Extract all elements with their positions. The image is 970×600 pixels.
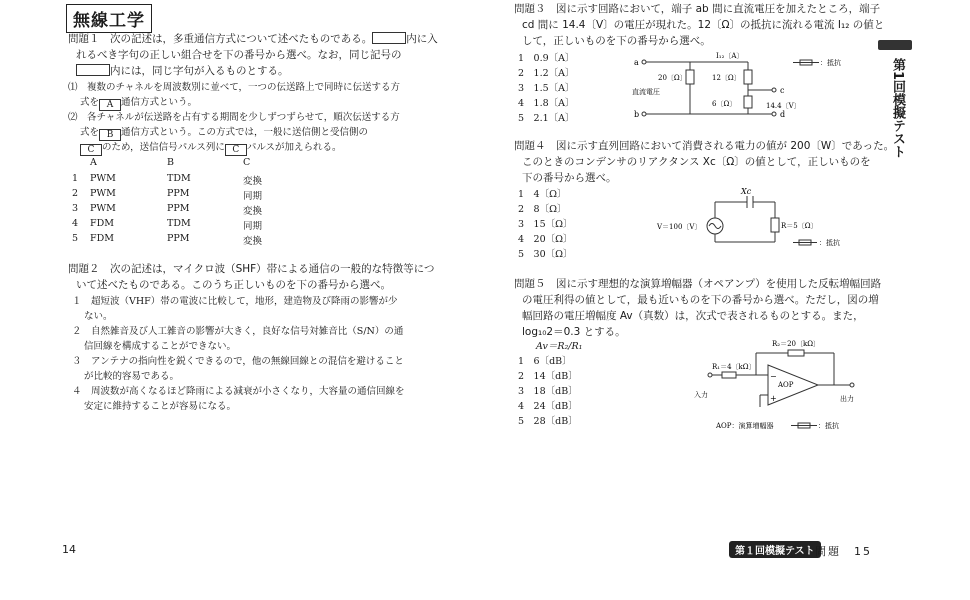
- r1-label: R₁＝4〔kΩ〕: [712, 363, 756, 371]
- q3-line3: して，正しいものを下の番号から選べ。: [522, 35, 711, 47]
- xc-label: Xc: [741, 188, 752, 196]
- q4-option: 5 30〔Ω〕: [518, 249, 573, 260]
- current-label: I₁₂〔A〕: [716, 52, 744, 60]
- q3-option: 4 1.8〔A〕: [518, 98, 575, 109]
- side-tab-bar: [878, 40, 912, 50]
- footer-badge: 第１回模擬テスト: [729, 541, 821, 558]
- q5-opamp-diagram: [690, 335, 870, 435]
- q4-line3: 下の番号から選べ。: [522, 172, 617, 184]
- output-label: 出力: [840, 395, 854, 403]
- q3-option: 5 2.1〔A〕: [518, 113, 575, 124]
- legend-resistor: ：抵抗: [819, 239, 840, 247]
- q1-line2: れるべき字句の正しい組合せを下の番号から選べ。なお，同じ記号の: [76, 49, 402, 61]
- q1-s1-line2: 式を A 通信方式という。: [80, 97, 198, 110]
- q5-option: 3 18〔dB〕: [518, 386, 578, 397]
- legend-resistor: ：抵抗: [820, 59, 841, 67]
- q1-s2-line2: 式を B 通信方式という。この方式では，一般に送信側と受信側の: [80, 127, 369, 140]
- terminal-d: d: [780, 110, 786, 119]
- q1-header-b: B: [167, 157, 174, 168]
- q2-option-4: ４ 周波数が高くなるほど降雨による減衰が小さくなり，大容量の通信回線を: [72, 386, 405, 397]
- q4-option: 2 8〔Ω〕: [518, 204, 567, 215]
- q3-line1: 問題３ 図に示す回路において，端子 ab 間に直流電圧を加えたところ，端子: [514, 3, 881, 15]
- q2-option-1: １ 超短波（VHF）帯の電波に比較して，地形，建造物及び降雨の影響が少: [72, 296, 398, 307]
- q4-line2: このときのコンデンサのリアクタンス Xc〔Ω〕の値として，正しいものを: [522, 156, 871, 168]
- dc-voltage-label: 直流電圧: [632, 88, 660, 96]
- q4-circuit-diagram: [655, 188, 855, 252]
- q1-s2-line1: ⑵ 各チャネルが伝送路を占有する期間を少しずつずらせて，順次伝送する方: [68, 112, 400, 123]
- q5-line2: の電圧利得の値として，最も近いものを下の番号から選べ。ただし，図の増: [522, 294, 879, 306]
- q5-option: 5 28〔dB〕: [518, 416, 578, 427]
- q1-header-a: A: [90, 157, 97, 168]
- q5-option: 1 6〔dB〕: [518, 356, 572, 367]
- q4-option: 3 15〔Ω〕: [518, 219, 573, 230]
- q4-option: 4 20〔Ω〕: [518, 234, 573, 245]
- r2-label: R₂＝20〔kΩ〕: [772, 340, 821, 348]
- terminal-a: a: [634, 58, 639, 67]
- q2-line1: 問題２ 次の記述は，マイクロ波（SHF）帯による通信の一般的な特徴等につ: [68, 263, 435, 275]
- voltage-label: 14.4〔V〕: [766, 102, 801, 110]
- answer-box-c: C: [80, 144, 102, 156]
- minus-terminal: −: [770, 372, 777, 381]
- aop-label: AOP: [778, 381, 794, 389]
- q2-option-2-cont: 信回線を構成することができない。: [84, 341, 237, 352]
- resistor-20-label: 20〔Ω〕: [658, 74, 687, 82]
- section-title: 無線工学: [66, 4, 152, 33]
- page-number-right: 15: [854, 545, 872, 558]
- q5-option: 2 14〔dB〕: [518, 371, 578, 382]
- plus-terminal: +: [770, 394, 777, 403]
- q5-line3: 幅回路の電圧増幅度 Av（真数）は，次式で表されるものとする。また，: [522, 310, 864, 322]
- q3-circuit-diagram: [600, 48, 860, 124]
- answer-box-a: A: [99, 99, 121, 111]
- q5-line1: 問題５ 図に示す理想的な演算増幅器（オペアンプ）を使用した反転増幅回路: [514, 278, 882, 290]
- footer-label: 問題 15: [815, 545, 872, 558]
- q2-option-3-cont: が比較的容易である。: [84, 371, 180, 382]
- q1-line3: 内には，同じ字句が入るものとする。: [76, 64, 289, 79]
- resistor-12-label: 12〔Ω〕: [712, 74, 741, 82]
- q3-option: 2 1.2〔A〕: [518, 68, 575, 79]
- q5-line4: log₁₀2＝0.3 とする。: [522, 326, 626, 338]
- aop-caption: AOP：演算増幅器: [716, 422, 774, 430]
- page-number-left: 14: [62, 543, 76, 556]
- q1-s1-line1: ⑴ 複数のチャネルを周波数別に並べて，一つの伝送路上で同時に伝送する方: [68, 82, 401, 93]
- q5-formula: Av＝R₂/R₁: [536, 341, 583, 352]
- answer-box-b: B: [99, 129, 121, 141]
- q2-line2: いて述べたものである。このうち正しいものを下の番号から選べ。: [76, 279, 391, 291]
- side-tab-text: 第1回模擬テスト: [890, 58, 905, 159]
- q4-option: 1 4〔Ω〕: [518, 189, 567, 200]
- left-page: 無線工学 問題１ 次の記述は，多重通信方式について述べたものである。 内に入 れるべき字句の正しい組合せを下の番号から選べ。なお，同じ記号の 内には，同じ字句が入るものとする。 ⑴ 複数のチャネルを周波数別に並べて，一つの伝送路上で同時に伝送する方 式を A 通信方式という。 ⑵ 各チャネルが伝送路を占有する期間を少しずつずらせて，順次伝送する方 式を B 通信方式という。この方式では，一般に送信側と受信側の C のため，送信信号パルス列に C パルスが加えられる。 A B C 1 PWM TDM 変換 2 PWM PPM 同期 3 PWM PPM 変換 4 FDM TDM 同期 5 FDM PPM 変換 問題２ 次の記述は，マイクロ波（SHF）帯による通信の一般的な特徴等につ いて述べたものである。このうち正しいものを下の番号から選べ。 １ 超短波（VHF）帯の電波に比較して，地形，建造物及び降雨の影響が少 ない。 ２ 自然雑音及び人工雑音の影響が大きく，良好な信号対雑音比（S/N）の通 信回線を構成することができない。 ３ アンテナの指向性を鋭くできるので，他の無線回線との混信を避けること が比較的容易である。 ４ 周波数が高くなるほど降雨による減衰が小さくなり，大容量の通信回線を 安定に維持することが容易になる。 14: [0, 0, 485, 600]
- q2-option-2: ２ 自然雑音及び人工雑音の影響が大きく，良好な信号対雑音比（S/N）の通: [72, 326, 404, 337]
- q3-option: 3 1.5〔A〕: [518, 83, 575, 94]
- q1-header-c: C: [243, 157, 251, 168]
- source-voltage-label: V＝100〔V〕: [657, 223, 702, 231]
- q5-option: 4 24〔dB〕: [518, 401, 578, 412]
- legend-resistor: ：抵抗: [818, 422, 839, 430]
- q1-line1: 問題１ 次の記述は，多重通信方式について述べたものである。 内に入: [68, 33, 438, 45]
- terminal-c: c: [780, 86, 785, 95]
- blank-box: [76, 64, 110, 76]
- input-label: 入力: [694, 391, 708, 399]
- q2-option-3: ３ アンテナの指向性を鋭くできるので，他の無線回線との混信を避けること: [72, 356, 404, 367]
- blank-box: [372, 32, 406, 44]
- q1-s2-line3: C のため，送信信号パルス列に C パルスが加えられる。: [80, 140, 342, 156]
- resistor-6-label: 6〔Ω〕: [712, 100, 737, 108]
- resistor-r-label: R＝5〔Ω〕: [781, 222, 818, 230]
- q4-line1: 問題４ 図に示す直列回路において消費される電力の値が 200〔W〕であった。: [514, 140, 895, 152]
- terminal-b: b: [634, 110, 640, 119]
- q2-option-4-cont: 安定に維持することが容易になる。: [84, 401, 237, 412]
- q3-line2: cd 間に 14.4〔V〕の電圧が現れた。12〔Ω〕の抵抗に流れる電流 I₁₂ の値と: [522, 19, 885, 31]
- q2-option-1-cont: ない。: [84, 311, 113, 322]
- answer-box-c: C: [225, 144, 247, 156]
- q3-option: 1 0.9〔A〕: [518, 53, 575, 64]
